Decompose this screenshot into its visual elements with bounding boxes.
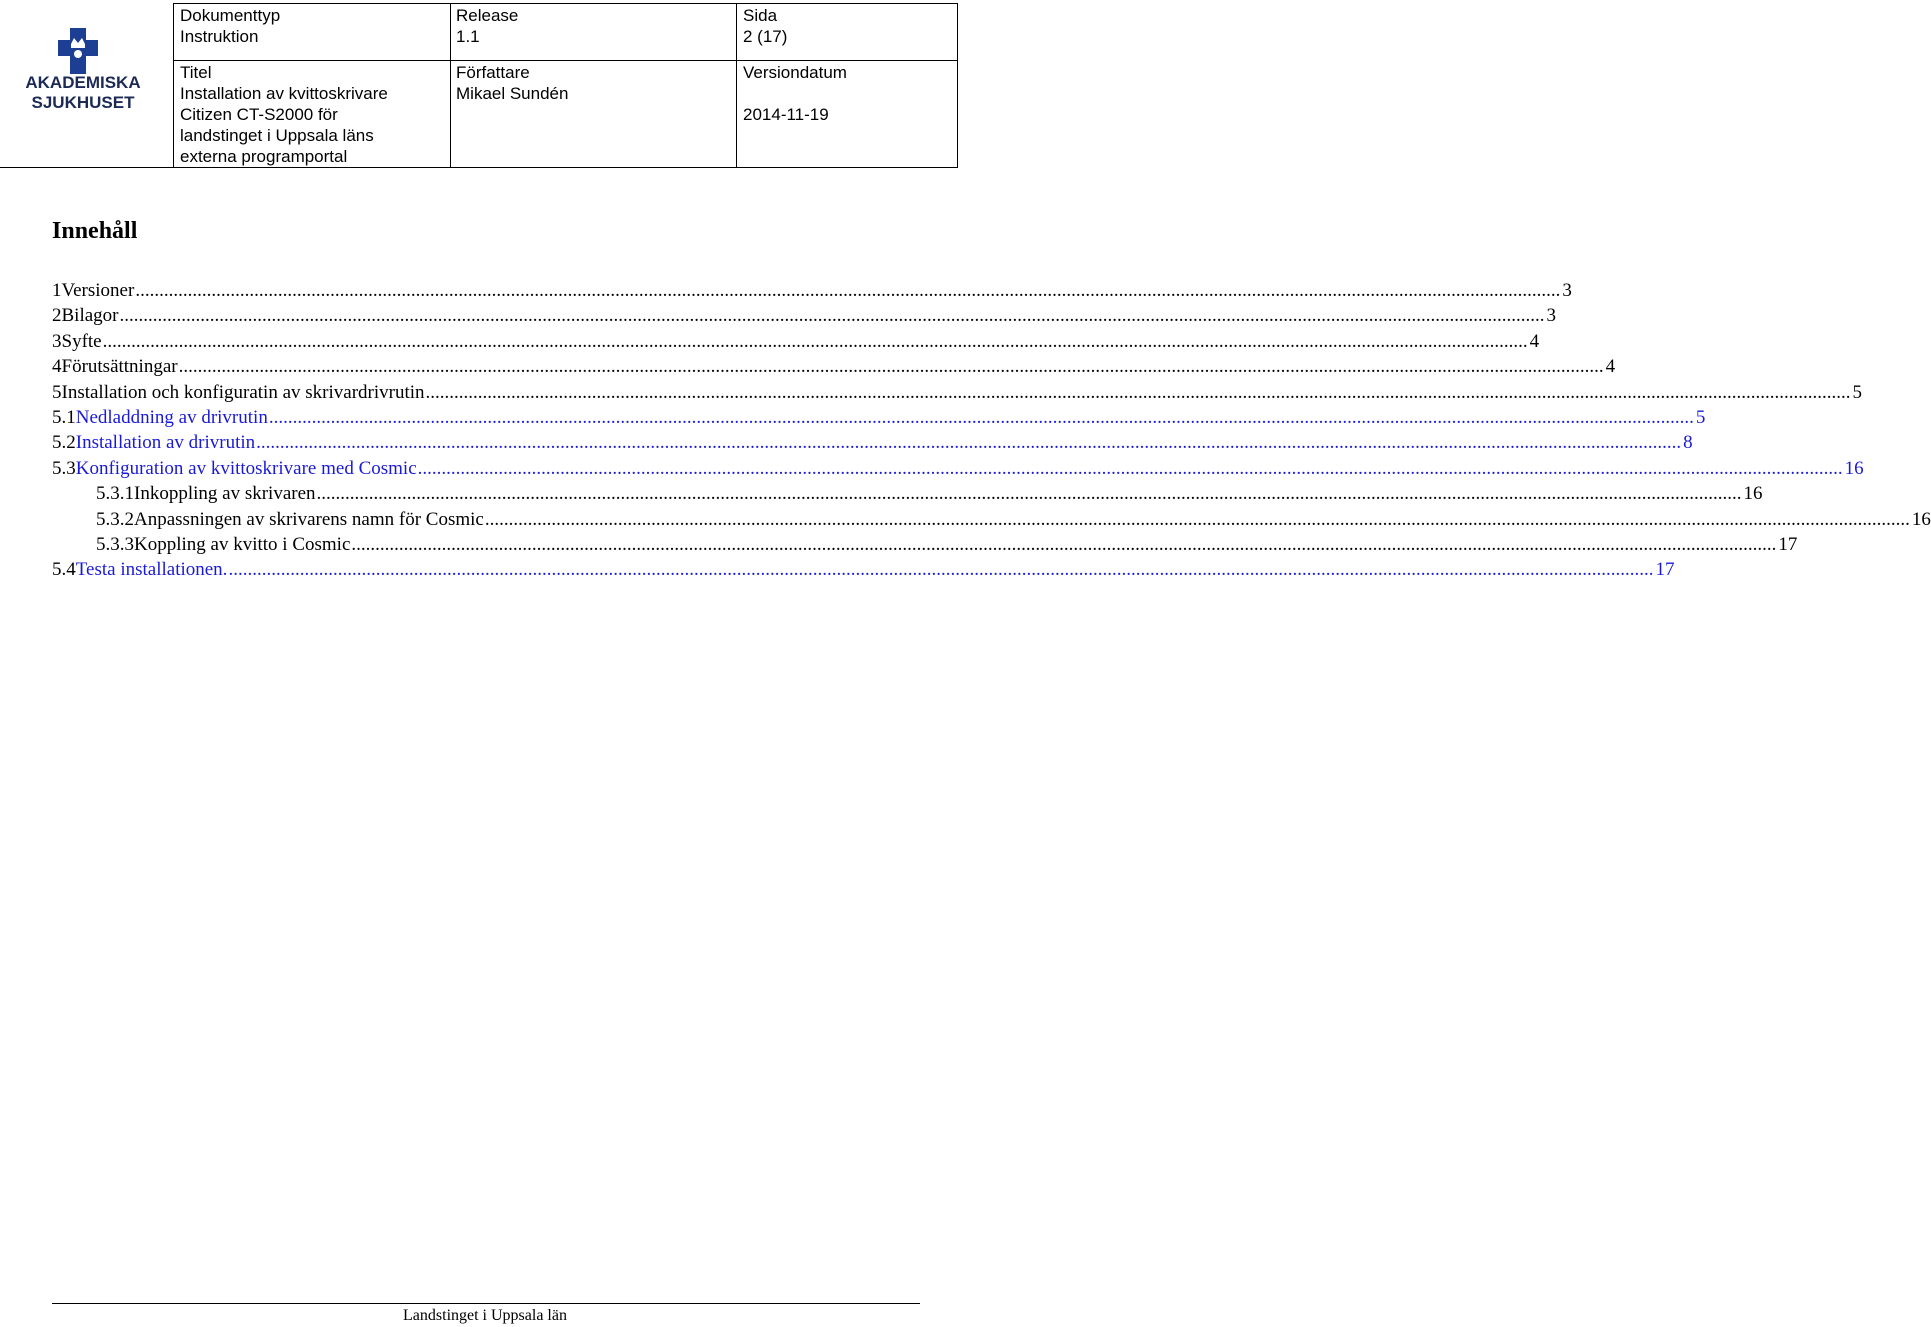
toc-number: 1 [52,280,62,301]
toc-page: 17 [1778,533,1798,555]
toc-entry-5-3-3[interactable] [52,532,1798,557]
logo-line2: SJUKHUSET [31,93,135,112]
toc-entry-4[interactable] [52,354,1616,379]
toc-leader: ............................................................................................................................................................................................................................................................................................................ [256,432,1682,454]
toc-text: Testa installationen. [75,559,228,581]
toc-text: Syfte [61,330,102,352]
toc-entry-1[interactable] [52,278,1572,303]
toc-number: 5.2 [52,432,76,454]
title-line-3: landstinget i Uppsala läns [180,126,374,145]
toc-leader: ............................................................................................................................................................................................................................................................................................................ [178,356,1604,378]
toc-page: 8 [1683,432,1693,454]
release-value: 1.1 [456,27,480,46]
toc-number: 5.1 [52,406,76,428]
toc-entry-3[interactable] [52,329,1540,354]
page-value: 2 (17) [743,27,788,46]
toc-leader: ............................................................................................................................................................................................................................................................................................................ [135,280,1561,301]
toc-page: 16 [1743,483,1763,505]
toc-page: 5 [1695,406,1706,428]
toc-entry-5-4[interactable] [52,557,1675,582]
toc-number: 5.4 [52,559,76,581]
doctype-label: Dokumenttyp [180,6,281,25]
document-header [0,0,960,168]
toc-page: 3 [1546,305,1556,327]
title-label: Titel [180,63,212,82]
toc-text: Installation och konfiguratin av skrivardrivrutin [61,381,425,403]
toc-heading: Innehåll [52,218,138,244]
toc-number: 5 [52,381,62,403]
toc-text: Inkoppling av skrivaren [134,483,316,505]
title-line-2: Citizen CT-S2000 för [180,105,338,124]
toc-page: 3 [1562,280,1572,301]
title-line-1: Installation av kvittoskrivare [180,84,388,103]
title-line-4: externa programportal [180,147,348,166]
toc-entry-5-1[interactable] [52,405,1706,430]
toc-number: 3 [52,330,62,352]
cross-crown-icon [8,22,158,122]
author-value: Mikael Sundén [456,84,569,103]
page-label: Sida [743,6,778,25]
toc-number: 5.3.3 [96,533,134,555]
toc-text: Versioner [61,280,135,301]
toc-leader: ............................................................................................................................................................................................................................................................................................................ [102,330,1528,352]
toc-leader: ............................................................................................................................................................................................................................................................................................................ [351,533,1777,555]
toc-number: 5.3.2 [96,508,134,530]
toc-page: 16 [1844,457,1864,479]
toc-text: Koppling av kvitto i Cosmic [134,533,351,555]
toc-text: Installation av drivrutin [75,432,256,454]
toc-page: 4 [1605,356,1616,378]
toc-number: 5.3 [52,457,76,479]
toc-text: Bilagor [61,305,119,327]
footer-divider [52,1303,920,1304]
toc-entry-5-3[interactable] [52,456,1864,481]
toc-entry-2[interactable] [52,303,1556,328]
toc-number: 4 [52,356,62,378]
toc-text: Förutsättningar [61,356,178,378]
toc-leader: ............................................................................................................................................................................................................................................................................................................ [316,483,1742,505]
toc-leader: ............................................................................................................................................................................................................................................................................................................ [228,559,1654,581]
toc-leader: ............................................................................................................................................................................................................................................................................................................ [425,381,1851,403]
toc-leader: ............................................................................................................................................................................................................................................................................................................ [119,305,1545,327]
doctype-value: Instruktion [180,27,259,46]
toc-text: Konfiguration av kvittoskrivare med Cosmic [75,457,417,479]
footer-text: Landstinget i Uppsala län [403,1307,567,1324]
toc-text: Anpassningen av skrivarens namn för Cosmic [134,508,484,530]
toc-leader: ............................................................................................................................................................................................................................................................................................................ [268,406,1694,428]
toc-leader: ............................................................................................................................................................................................................................................................................................................ [484,508,1910,530]
toc-number: 2 [52,305,62,327]
date-label: Versiondatum [743,63,847,82]
toc-entry-5[interactable] [52,380,1863,405]
akademiska-sjukhuset-logo [8,22,158,122]
toc-entry-5-2[interactable] [52,430,1693,455]
toc-page: 16 [1911,508,1931,530]
toc-leader: ............................................................................................................................................................................................................................................................................................................ [417,457,1843,479]
toc-page: 17 [1655,559,1675,581]
date-value: 2014-11-19 [743,105,829,124]
release-label: Release [456,6,519,25]
toc-page: 4 [1529,330,1540,352]
toc-text: Nedladdning av drivrutin [75,406,268,428]
author-label: Författare [456,63,530,82]
table-of-contents [52,278,1931,583]
logo-line1: AKADEMISKA [25,73,141,92]
toc-entry-5-3-1[interactable] [52,481,1763,506]
toc-number: 5.3.1 [96,483,134,505]
toc-entry-5-3-2[interactable] [52,507,1931,532]
toc-page: 5 [1852,381,1863,403]
